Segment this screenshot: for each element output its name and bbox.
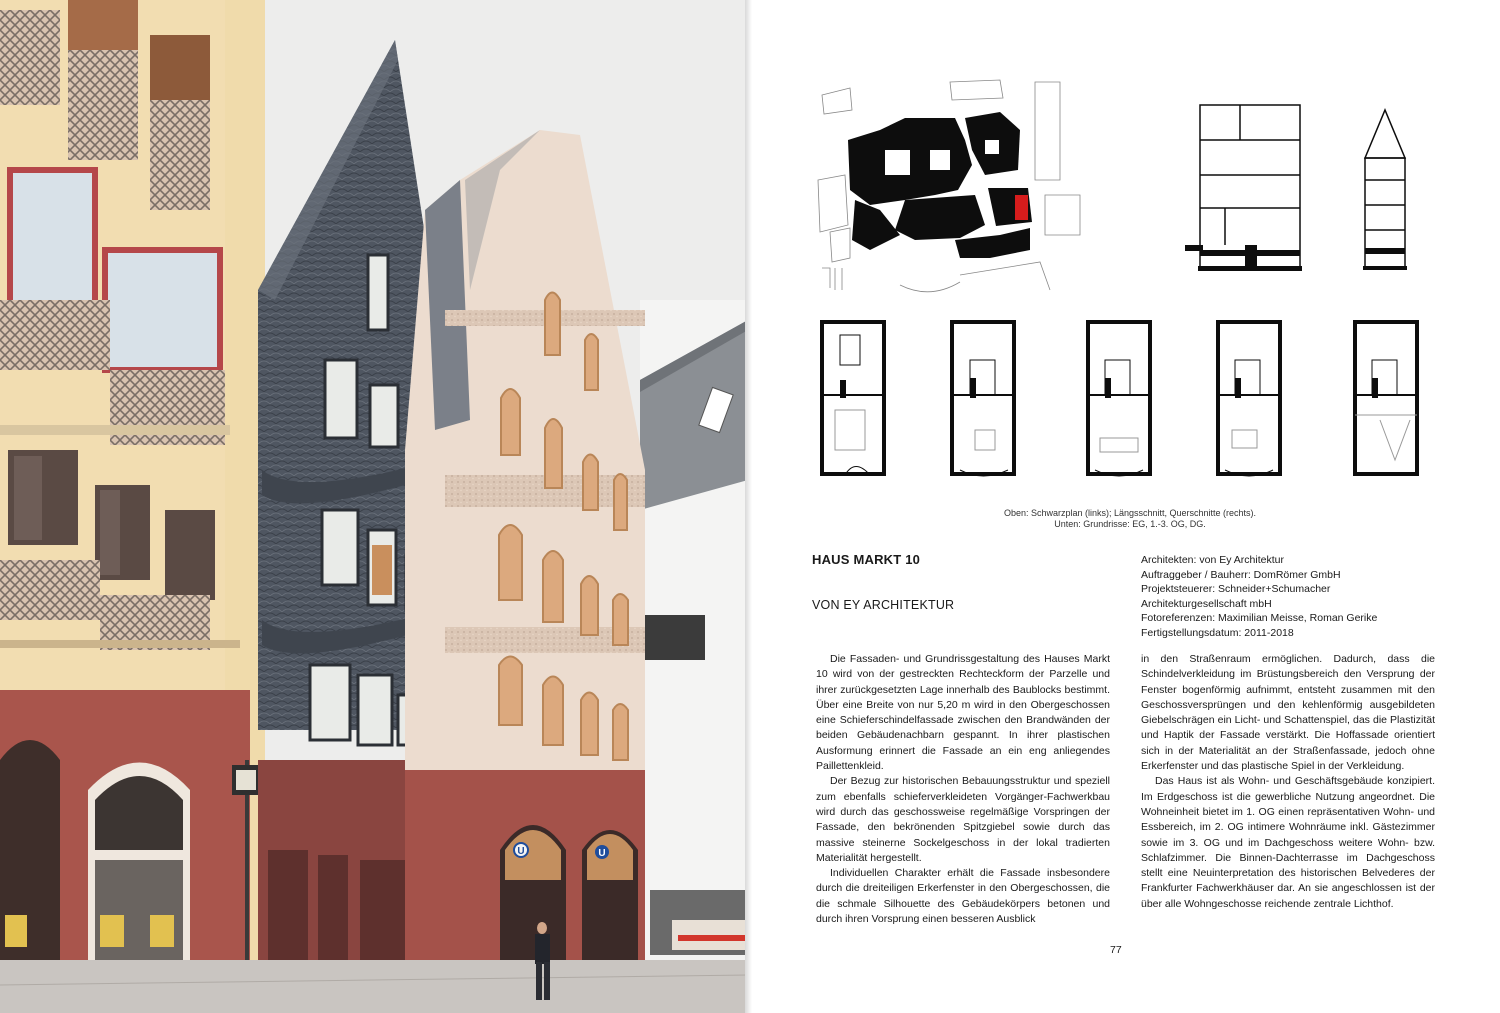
credit-architect: Architekten: von Ey Architektur xyxy=(1141,554,1284,566)
floor-plan-og3 xyxy=(1218,322,1280,476)
paragraph: Individuellen Charakter erhält die Fassade insbesondere durch die dreiteiligen Erkerfenster in den Obergeschossen, die die schmale Silhouette des Gebäudekörpers betonen und durch ihren Vorsprung einen besseren Ausblick xyxy=(816,867,1110,926)
paragraph: in den Straßenraum ermöglichen. Dadurch, dass die Schindelverkleidung im Brüstungsbereich den Versprung der Fenster bogenförmig aufnimmt, entsteht zusammen mit den Geschossversprüngen und den kehlenförmig ausgebildeten Giebelschrägen ein Licht- und Schattenspiel, das die Plastizität und Haptik der Fassade verstärkt. Die Hoffassade orientiert sich in der Materialität an der Straßenfassade, jedoch ohne Erkerfenster und das plastische Spiel in der Verkleidung. xyxy=(1141,653,1435,773)
paragraph: Der Bezug zur historischen Bebauungsstruktur und speziell zum ebenfalls schieferverkleideten Vorgänger-Fachwerkbau wird durch das geschossweise regelmäßige Vorspringen der Fassade, den bekrönenden Spitzgiebel sowie durch das massive steinerne Sockelgeschoss in der lokal tradierten Materialität hergestellt. xyxy=(816,775,1110,864)
book-gutter xyxy=(745,0,755,1013)
cross-section xyxy=(1365,110,1405,268)
caption-line-1: Oben: Schwarzplan (links); Längsschnitt, Querschnitte (rechts). xyxy=(1003,508,1257,518)
paragraph: Das Haus ist als Wohn- und Geschäftsgebäude konzipiert. Im Erdgeschoss ist die gewerbliche Nutzung angeordnet. Die Wohneinheit bietet im 1. OG einen repräsentativen Wohn- und Essbereich, im 2. OG intimere Wohnräume inkl. Gästezimmer sowie im 3. OG und im Dachgeschoss weitere Wohn- bzw. Schlafzimmer. Die Binnen-Dachterrasse im Dachgeschoss stellt eine Neuinterpretation des historischen Belvederes der Frankfurter Fachwerkhäuser dar. An sie angeschlossen ist der über alle Wohngeschosse reichende zentrale Lichthof. xyxy=(1141,775,1435,910)
credit-project-management: Projektsteuerer: Schneider+Schumacher xyxy=(1141,583,1331,596)
article-subtitle: VON EY ARCHITEKTUR xyxy=(812,598,955,612)
credit-photos: Fotoreferenzen: Maximilian Meisse, Roman Gerike xyxy=(1141,612,1378,625)
site-plan-black xyxy=(848,112,1032,258)
page-number: 77 xyxy=(1110,944,1122,956)
project-credits xyxy=(1141,553,1441,641)
architectural-drawings xyxy=(755,0,1500,500)
credit-client: Auftraggeber / Bauherr: DomRömer GmbH xyxy=(1141,568,1341,581)
floor-plan-og1 xyxy=(952,322,1014,476)
caption-line-2: Unten: Grundrisse: EG, 1.-3. OG, DG. xyxy=(1054,519,1206,529)
credit-project-management-cont: Architekturgesellschaft mbH xyxy=(1141,597,1272,610)
ubahn-sign-2-label: U xyxy=(598,848,606,859)
street-photograph xyxy=(0,0,748,1013)
article-title: HAUS MARKT 10 xyxy=(812,552,921,567)
floor-plan-dg xyxy=(1355,322,1417,474)
paragraph: Die Fassaden- und Grundrissgestaltung des Hauses Markt 10 wird von der gestreckten Rechteckform der Parzelle und ihrer zurückgesetzten Lage innerhalb des Baublocks bestimmt. Über eine Breite von nur 5,20 m wird in den Obergeschossen eine Schieferschindelfassade zwischen den Brandwänden der beiden Gebäudenachbarn gespannt. In ihrer plastischen Ausformung erinnert die Fassade an ein eng anliegendes Paillettenkleid. xyxy=(816,653,1110,773)
figure-caption xyxy=(960,508,1300,530)
body-column-2 xyxy=(1141,652,1435,912)
floor-plan-eg xyxy=(822,322,884,475)
body-column-1 xyxy=(816,652,1110,927)
highlighted-plot xyxy=(1015,195,1028,220)
ubahn-sign-1-label: U xyxy=(517,846,525,857)
photo-illustration xyxy=(0,0,748,1013)
floor-plan-og2 xyxy=(1088,322,1150,476)
credit-completion-date: Fertigstellungsdatum: 2011-2018 xyxy=(1141,626,1294,639)
